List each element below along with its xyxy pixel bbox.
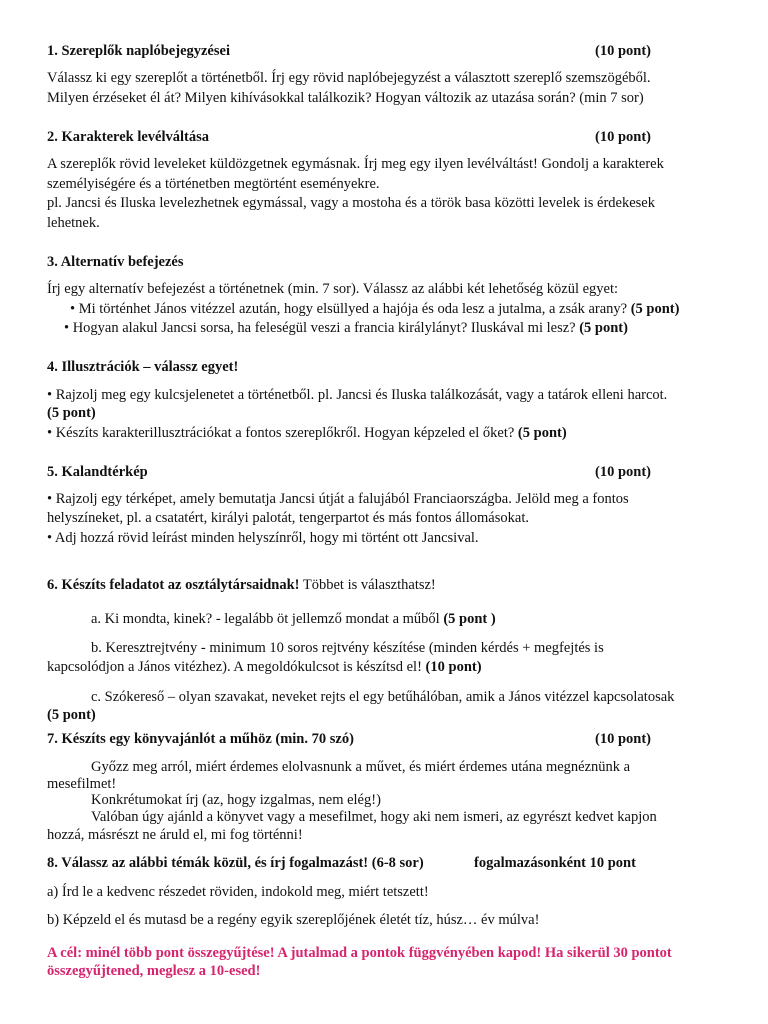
section-5-text-line2: helyszíneket, pl. a csatatért, királyi palotát, tengerpartot és más fontos állomásokat. xyxy=(47,510,529,526)
section-7-para-1-line1: Győzz meg arról, miért érdemes elolvasnunk a művet, és miért érdemes utána megnéznünk a xyxy=(91,759,631,775)
section-6-title-rest: Többet is választhatsz! xyxy=(299,577,436,593)
section-5-points: (10 pont) xyxy=(595,464,651,480)
section-5-text-line3: • Adj hozzá rövid leírást minden helyszínről, hogy mi történt ott Jancsival. xyxy=(47,530,479,546)
section-8-option-a: a) Írd le a kedvenc részedet röviden, indokold meg, miért tetszett! xyxy=(47,884,429,900)
section-6-option-b-points: (10 pont) xyxy=(425,659,482,675)
section-1-text-line2: Milyen érzéseket él át? Milyen kihívásokkal találkozik? Hogyan változik az utazása során? (min 7 sor) xyxy=(47,90,644,106)
section-2-text-line4: lehetnek. xyxy=(47,215,100,231)
section-3-option-2 xyxy=(64,319,628,339)
section-4-option-2-text: • Készíts karakterillusztrációkat a fontos szereplőkről. Hogyan képzeled el őket? xyxy=(47,425,515,441)
section-7-para-3-line1: Valóban úgy ajánld a könyvet vagy a mesefilmet, hogy aki nem ismeri, az egyrészt kedvet kapjon xyxy=(91,809,657,825)
section-4-option-1-points: (5 pont) xyxy=(47,405,96,421)
section-8-title: 8. Válassz az alábbi témák közül, és írj fogalmazást! (6-8 sor) xyxy=(47,855,424,871)
section-6-title-bold: 6. Készíts feladatot az osztálytársaidnak! xyxy=(47,577,300,593)
section-6-option-a-text: a. Ki mondta, kinek? - legalább öt jellemző mondat a műből xyxy=(91,611,440,627)
section-1-points: (10 pont) xyxy=(595,43,651,59)
section-2-text-line1: A szereplők rövid leveleket küldözgetnek egymásnak. Írj meg egy ilyen levélváltást! Gondolj a karakterek xyxy=(47,156,664,172)
section-6-option-a-points: (5 pont ) xyxy=(443,611,496,627)
section-1-text-line1: Válassz ki egy szereplőt a történetből. Írj egy rövid naplóbejegyzést a választott szereplő szemszögéből. xyxy=(47,70,651,86)
section-3-intro: Írj egy alternatív befejezést a történetnek (min. 7 sor). Válassz az alábbi két lehetőség közül egyet: xyxy=(47,281,619,297)
section-5-text-line1: • Rajzolj egy térképet, amely bemutatja Jancsi útját a falujából Franciaországba. Jelöld meg a fontos xyxy=(47,491,629,507)
section-3-option-2-text: • Hogyan alakul Jancsi sorsa, ha feleségül veszi a francia királylányt? Iluskával mi lesz? xyxy=(64,320,576,336)
section-5-title: 5. Kalandtérkép xyxy=(47,464,148,480)
section-3-option-1 xyxy=(70,300,679,320)
section-7-para-3-line2: hozzá, másrészt ne áruld el, mi fog történni! xyxy=(47,827,303,843)
section-6-option-c-line1: c. Szókereső – olyan szavakat, neveket rejts el egy betűhálóban, amik a János vitézzel kapcsolatosak xyxy=(91,689,675,705)
section-7-title: 7. Készíts egy könyvajánlót a műhöz (min. 70 szó) xyxy=(47,731,354,747)
section-3-option-1-text: • Mi történhet János vitézzel azután, hogy elsüllyed a hajója és oda lesz a jutalma, a zsák arany? xyxy=(70,301,628,317)
section-7-points: (10 pont) xyxy=(595,731,651,747)
section-6-option-b-line2 xyxy=(47,658,482,678)
section-6-option-b-line1: b. Keresztrejtvény - minimum 10 soros rejtvény készítése (minden kérdés + megfejtés is xyxy=(91,640,604,656)
section-4-option-2-points: (5 pont) xyxy=(517,425,567,441)
section-7-para-1-line2: mesefilmet! xyxy=(47,776,117,792)
section-4-option-2 xyxy=(47,424,567,444)
goal-line-1: A cél: minél több pont összegyűjtése! A jutalmad a pontok függvényében kapod! Ha sikerül 30 pontot xyxy=(47,945,672,961)
section-6-option-c-points: (5 pont) xyxy=(47,707,96,723)
section-3-option-2-points: (5 pont) xyxy=(579,320,628,336)
section-2-title: 2. Karakterek levélváltása xyxy=(47,129,210,145)
section-8-option-b: b) Képzeld el és mutasd be a regény egyik szereplőjének életét tíz, húsz… év múlva! xyxy=(47,912,540,928)
section-1-title: 1. Szereplők naplóbejegyzései xyxy=(47,43,230,59)
section-6-option-b-text: kapcsolódjon a János vitézhez). A megoldókulcsot is készítsd el! xyxy=(47,659,422,675)
goal-line-2: összegyűjtened, meglesz a 10-esed! xyxy=(47,963,261,979)
section-6-title xyxy=(47,576,436,596)
section-4-option-1: • Rajzolj meg egy kulcsjelenetet a történetből. pl. Jancsi és Iluska találkozását, vagy a tatárok elleni harcot. xyxy=(47,387,668,403)
section-4-title: 4. Illusztrációk – válassz egyet! xyxy=(47,359,239,375)
section-2-text-line3: pl. Jancsi és Iluska levelezhetnek egymással, vagy a mostoha és a török basa közötti levelek is érdekesek xyxy=(47,195,655,211)
section-3-title: 3. Alternatív befejezés xyxy=(47,254,184,270)
section-3-option-1-points: (5 pont) xyxy=(630,301,680,317)
section-8-points: fogalmazásonként 10 pont xyxy=(474,855,636,871)
section-7-para-2: Konkrétumokat írj (az, hogy izgalmas, nem elég!) xyxy=(91,792,381,808)
section-6-option-a xyxy=(91,610,496,630)
section-2-points: (10 pont) xyxy=(595,129,651,145)
section-2-text-line2: személyiségére és a történetben megtörtént eseményekre. xyxy=(47,176,380,192)
